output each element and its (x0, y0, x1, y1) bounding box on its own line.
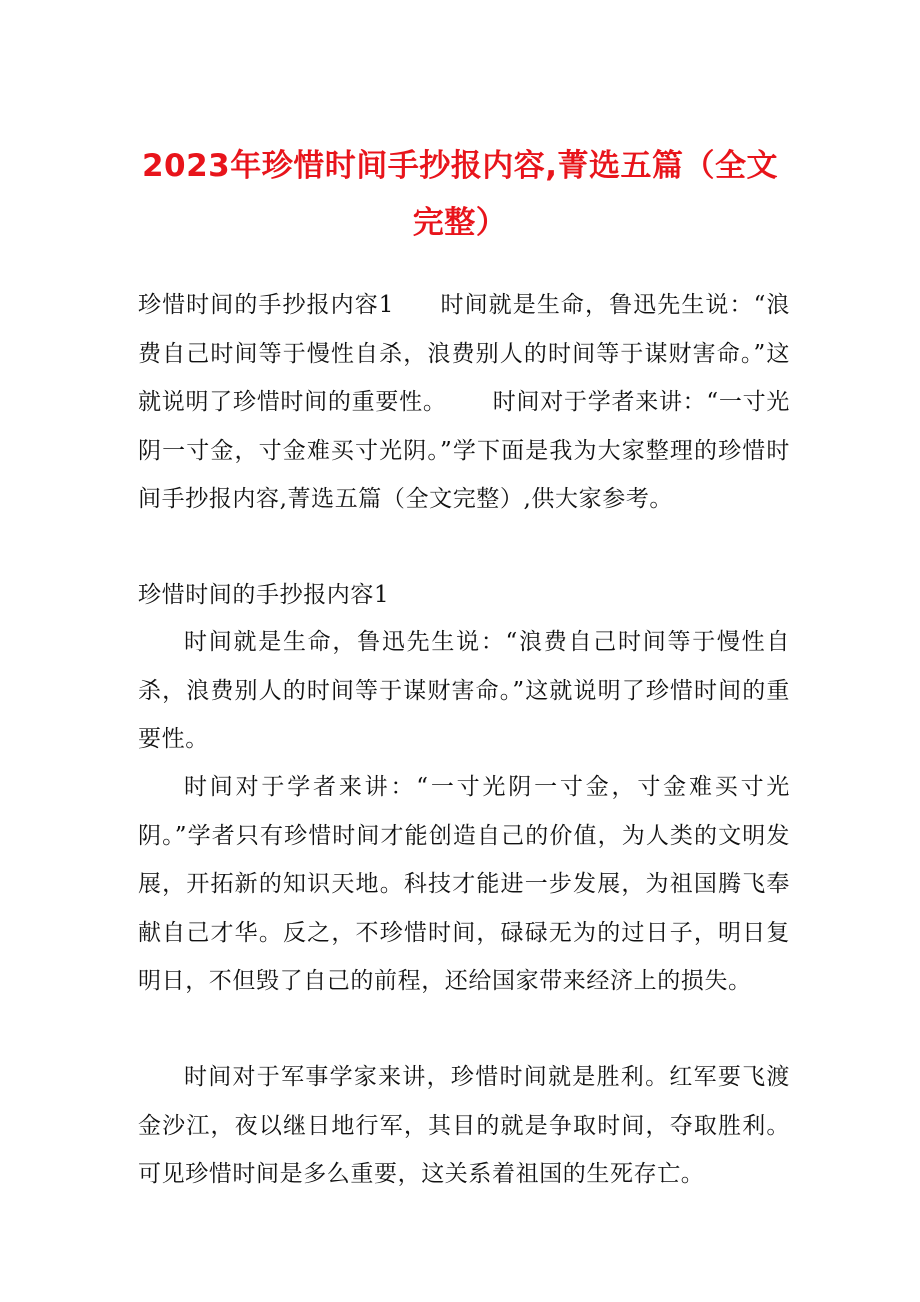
intro-sentence-1: 时间就是生命，鲁迅先生说：“浪费自己时间等于慢性自杀，浪费别人的时间等于谋财害命。”这就说明了珍惜时间的重要性。 (138, 292, 791, 415)
intro-heading: 珍惜时间的手抄报内容1 (138, 292, 395, 318)
document-title: 2023年珍惜时间手抄报内容,菁选五篇（全文完整） (141, 148, 779, 241)
body-paragraph: 时间对于军事学家来讲，珍惜时间就是胜利。红军要飞渡金沙江，夜以继日地行军，其目的就是争取时间，夺取胜利。可见珍惜时间是多么重要，这关系着祖国的生死存亡。 (138, 1064, 790, 1187)
body-paragraph: 时间对于学者来讲：“一寸光阴一寸金，寸金难买寸光阴。”学者只有珍惜时间才能创造自己的价值，为人类的文明发展，开拓新的知识天地。科技才能进一步发展，为祖国腾飞奉献自己才华。反之，不珍惜时间，碌碌无为的过日子，明日复明日，不但毁了自己的前程，还给国家带来经济上的损失。 (138, 774, 790, 994)
section-heading: 珍惜时间的手抄报内容1 (138, 582, 390, 608)
intro-sentence-2: 时间对于学者来讲：“一寸光阴一寸金，寸金难买寸光阴。”学下面是我为大家整理的珍惜时间手抄报内容,菁选五篇（全文完整）,供大家参考。 (138, 389, 790, 512)
intro-paragraph (138, 281, 790, 524)
body-paragraph: 时间就是生命，鲁迅先生说：“浪费自己时间等于慢性自杀，浪费别人的时间等于谋财害命。”这就说明了珍惜时间的重要性。 (138, 629, 790, 752)
